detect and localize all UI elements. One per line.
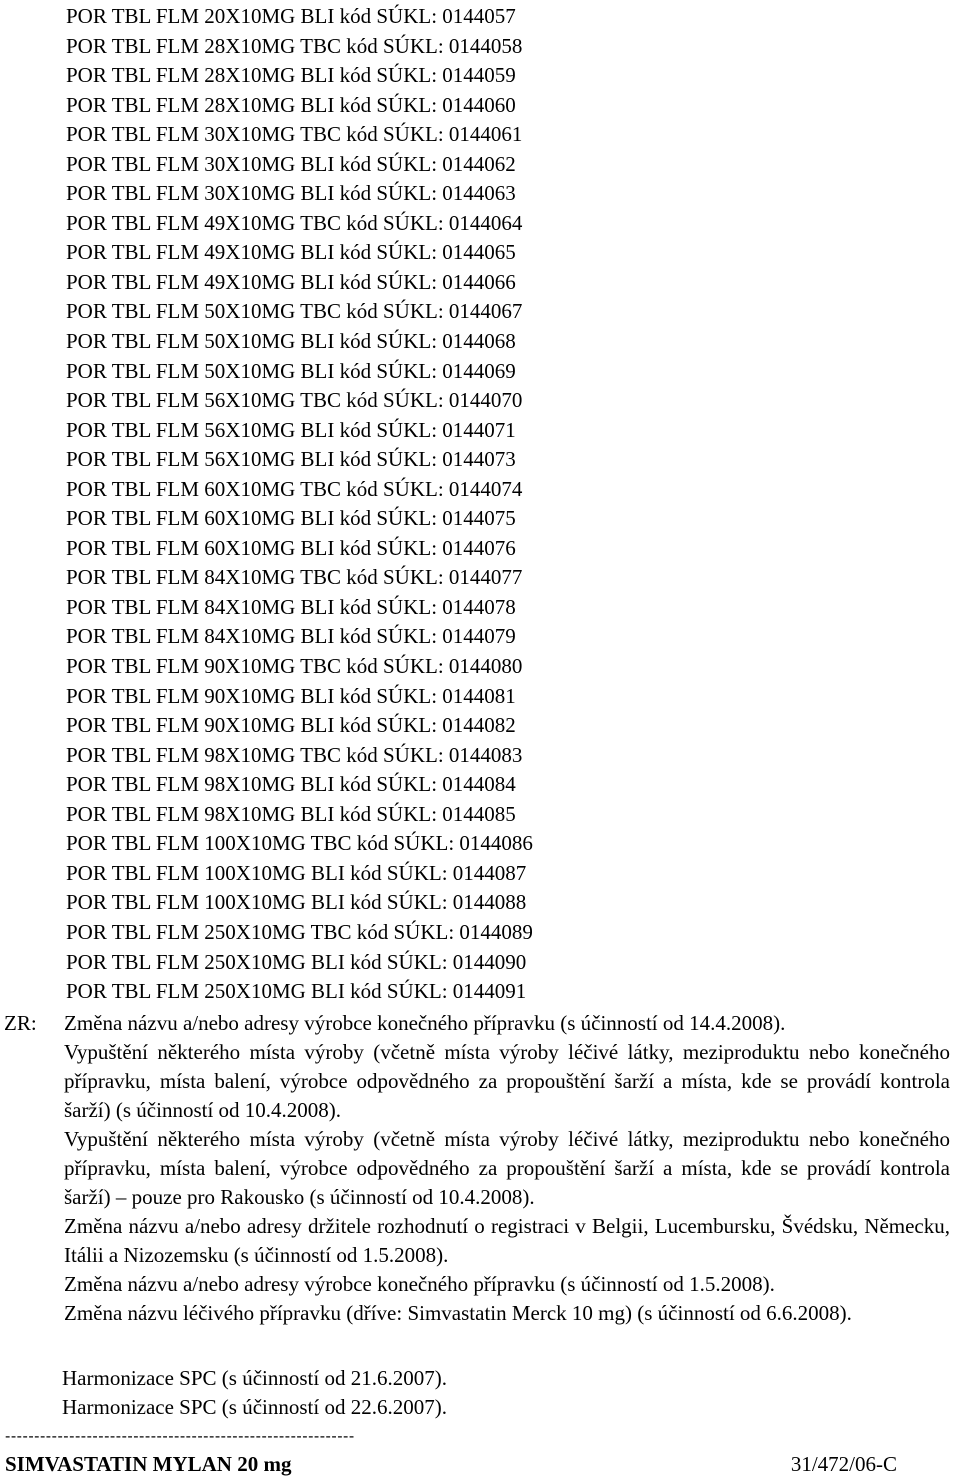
package-code-line: POR TBL FLM 49X10MG BLI kód SÚKL: 0144065 — [66, 240, 516, 265]
package-code-line: POR TBL FLM 28X10MG TBC kód SÚKL: 0144058 — [66, 33, 523, 58]
package-code-line: POR TBL FLM 30X10MG TBC kód SÚKL: 0144061 — [66, 122, 523, 147]
change-item: Vypuštění některého místa výroby (včetně místa výroby léčivé látky, meziproduktu nebo konečného přípravku, místa balení, výrobce odpovědného za propouštění šarží a místa, kde se provádí kontrola šarží) – pouze pro Rakousko (s účinností od 10.4.2008). — [64, 1127, 950, 1209]
package-code-line: POR TBL FLM 30X10MG BLI kód SÚKL: 0144062 — [66, 151, 516, 176]
change-item: Vypuštění některého místa výroby (včetně místa výroby léčivé látky, meziproduktu nebo konečného přípravku, místa balení, výrobce odpovědného za propouštění šarží a místa, kde se provádí kontrola šarží) (s účinností od 10.4.2008). — [64, 1040, 950, 1122]
package-code-line: POR TBL FLM 28X10MG BLI kód SÚKL: 0144059 — [66, 63, 516, 88]
footer-reference-number: 31/472/06-C — [790, 1452, 897, 1476]
package-code-line: POR TBL FLM 250X10MG TBC kód SÚKL: 0144089 — [66, 919, 533, 944]
change-item: Změna názvu a/nebo adresy držitele rozhodnutí o registraci v Belgii, Lucembursku, Švédsku, Německu, Itálii a Nizozemsku (s účinností od 1.5.2008). — [64, 1214, 950, 1267]
package-code-line: POR TBL FLM 28X10MG BLI kód SÚKL: 0144060 — [66, 92, 516, 117]
package-code-line: POR TBL FLM 98X10MG TBC kód SÚKL: 0144083 — [66, 742, 523, 767]
change-item: Změna názvu a/nebo adresy výrobce konečného přípravku (s účinností od 1.5.2008). — [64, 1272, 775, 1296]
footer-product-name: SIMVASTATIN MYLAN 20 mg — [5, 1452, 292, 1476]
change-item: Změna názvu a/nebo adresy výrobce konečného přípravku (s účinností od 14.4.2008). — [64, 1011, 786, 1035]
package-code-line: POR TBL FLM 50X10MG BLI kód SÚKL: 0144069 — [66, 358, 516, 383]
package-code-line: POR TBL FLM 90X10MG BLI kód SÚKL: 0144081 — [66, 683, 516, 708]
package-code-line: POR TBL FLM 56X10MG BLI kód SÚKL: 0144073 — [66, 447, 516, 472]
zr-label: ZR: — [4, 1011, 37, 1035]
package-code-line: POR TBL FLM 250X10MG BLI kód SÚKL: 0144090 — [66, 949, 527, 974]
package-code-line: POR TBL FLM 84X10MG BLI kód SÚKL: 0144078 — [66, 594, 516, 619]
package-code-line: POR TBL FLM 49X10MG BLI kód SÚKL: 0144066 — [66, 269, 516, 294]
package-code-line: POR TBL FLM 49X10MG TBC kód SÚKL: 0144064 — [66, 210, 523, 235]
package-code-line: POR TBL FLM 98X10MG BLI kód SÚKL: 0144085 — [66, 801, 516, 826]
package-code-line: POR TBL FLM 250X10MG BLI kód SÚKL: 0144091 — [66, 979, 527, 1004]
change-item: Změna názvu léčivého přípravku (dříve: Simvastatin Merck 10 mg) (s účinností od 6.6.2008). — [64, 1301, 852, 1325]
package-code-line: POR TBL FLM 20X10MG BLI kód SÚKL: 0144057 — [66, 4, 516, 28]
package-code-line: POR TBL FLM 100X10MG BLI kód SÚKL: 0144088 — [66, 890, 527, 915]
package-code-line: POR TBL FLM 98X10MG BLI kód SÚKL: 0144084 — [66, 772, 516, 797]
package-code-line: POR TBL FLM 100X10MG BLI kód SÚKL: 0144087 — [66, 860, 527, 885]
package-code-line: POR TBL FLM 60X10MG BLI kód SÚKL: 0144076 — [66, 535, 516, 560]
package-code-line: POR TBL FLM 84X10MG BLI kód SÚKL: 0144079 — [66, 624, 516, 649]
change-list — [64, 1009, 950, 1328]
package-code-line: POR TBL FLM 56X10MG BLI kód SÚKL: 0144071 — [66, 417, 516, 442]
harmonization-item: Harmonizace SPC (s účinností od 22.6.2007). — [62, 1395, 447, 1419]
separator-line: ------------------------------------------------------------ — [5, 1428, 355, 1445]
package-code-list — [66, 2, 533, 1007]
package-code-line: POR TBL FLM 90X10MG TBC kód SÚKL: 0144080 — [66, 654, 523, 679]
package-code-line: POR TBL FLM 56X10MG TBC kód SÚKL: 0144070 — [66, 388, 523, 413]
package-code-line: POR TBL FLM 90X10MG BLI kód SÚKL: 0144082 — [66, 713, 516, 738]
package-code-line: POR TBL FLM 84X10MG TBC kód SÚKL: 0144077 — [66, 565, 523, 590]
package-code-line: POR TBL FLM 60X10MG TBC kód SÚKL: 0144074 — [66, 476, 523, 501]
package-code-line: POR TBL FLM 50X10MG TBC kód SÚKL: 0144067 — [66, 299, 523, 324]
package-code-line: POR TBL FLM 60X10MG BLI kód SÚKL: 0144075 — [66, 506, 516, 531]
harmonization-item: Harmonizace SPC (s účinností od 21.6.2007). — [62, 1366, 447, 1390]
package-code-line: POR TBL FLM 100X10MG TBC kód SÚKL: 0144086 — [66, 831, 533, 856]
package-code-line: POR TBL FLM 30X10MG BLI kód SÚKL: 0144063 — [66, 181, 516, 206]
package-code-line: POR TBL FLM 50X10MG BLI kód SÚKL: 0144068 — [66, 329, 516, 354]
